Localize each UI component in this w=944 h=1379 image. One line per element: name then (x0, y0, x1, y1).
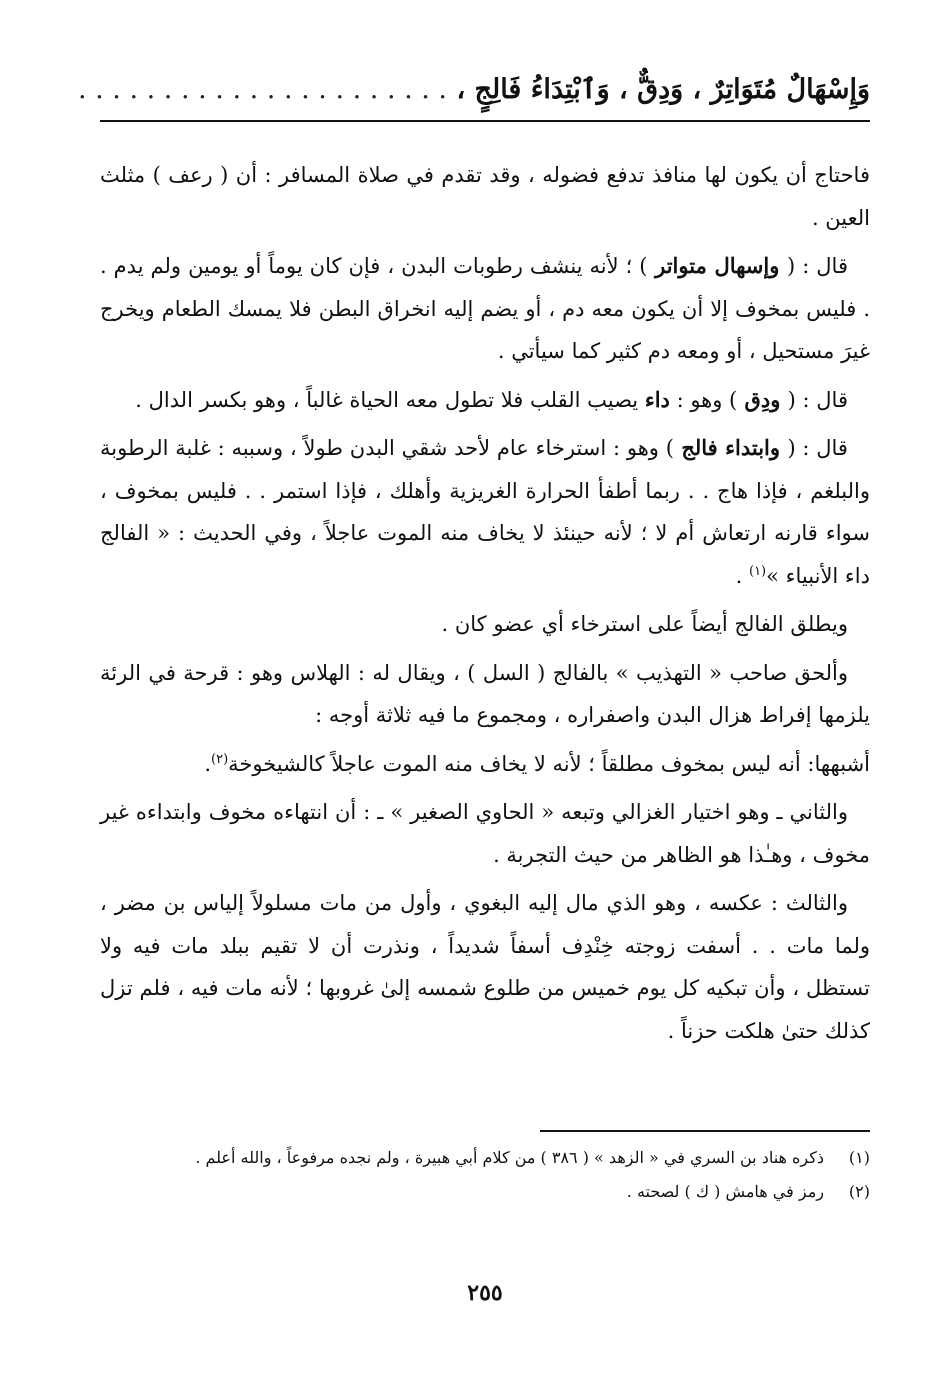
footnotes (100, 1144, 870, 1212)
footnote-text: رمز في هامش ( ك ) لصحته . (626, 1182, 824, 1201)
paragraph-1: فاحتاج أن يكون لها منافذ تدفع فضوله ، وقد تقدم في صلاة المسافر : أن ( رعف ) مثلث العين . (100, 163, 870, 230)
paragraph-6: وألحق صاحب « التهذيب » بالفالج ( السل ) ، ويقال له : الهلاس وهو : قرحة في الرئة يلزمها إفراط هزال البدن واصفراره ، ومجموع ما فيه ثلاثة أوجه : (100, 660, 870, 727)
footnote-number: (١) (848, 1148, 870, 1167)
paragraph-7: أشبهها: أنه ليس بمخوف مطلقاً ؛ لأنه لا يخاف منه الموت عاجلاً كالشيخوخة$^{(٢)}$. (204, 751, 870, 776)
paragraph-3: قال : ( ودِق ) وهو : داء يصيب القلب فلا تطول معه الحياة غالباً ، وهو بكسر الدال . (135, 386, 848, 412)
footnote-marker-1[interactable]: (١) (748, 563, 767, 579)
matn-term: وابتداء فالج (673, 435, 788, 460)
matn-term: ودِق (737, 386, 788, 412)
paragraph-8: والثاني ـ وهو اختيار الغزالي وتبعه « الحاوي الصغير » ـ : أن انتهاءه مخوف وابتداءه غير مخوف ، وهـٰذا هو الظاهر من حيث التجربة . (100, 800, 870, 867)
matn-text: وَإِسْهَالٌ مُتَوَاتِرٌ ، وَدِقٌّ ، وَٱبْتِدَاءُ فَالِجٍ ، (456, 74, 870, 105)
footnote-1 (100, 1144, 870, 1172)
page-number: ٢٥٥ (467, 1280, 503, 1306)
footnote-marker-2[interactable]: (٢) (211, 751, 229, 767)
matn-dots: . . . . . . . . . . . . . . . . . . . . . . (77, 74, 448, 105)
paragraph-2: قال : ( وإسهال متواتر ) ؛ لأنه ينشف رطوبات البدن ، فإن كان يوماً أو يومين ولم يدم . . فليس بمخوف إلا أن يكون معه دم ، أو يضم إليه انخراق البطن فلا يمسك الطعام ويخرج غيرَ مستحيل ، أو ومعه دم كثير كما سيأتي . (100, 253, 870, 363)
footnote-2 (100, 1178, 870, 1206)
footnote-rule (540, 1130, 870, 1132)
paragraph-5: ويطلق الفالج أيضاً على استرخاء أي عضو كان . (441, 612, 848, 636)
paragraph-9: والثالث : عكسه ، وهو الذي مال إليه البغوي ، وأول من مات مسلولاً إلياس بن مضر ، ولما مات . . أسفت زوجته خِنْدِف أسفاً شديداً ، ونذرت أن لا تقيم ببلد مات فيه ولا تستظل ، وأن تبكيه كل يوم خميس من طلوع شمسه إلىٰ غروبها ؛ لأنه مات فيه ، فلم تزل كذلك حتىٰ هلكت حزناً . (100, 891, 870, 1043)
book-page (77, 62, 870, 1352)
header-rule (100, 120, 870, 122)
paragraph-4: قال : ( وابتداء فالج ) وهو : استرخاء عام لأحد شقي البدن طولاً ، وسببه : غلبة الرطوبة والبلغم ، فإذا هاج . . ربما أطفأ الحرارة الغريزية وأهلك ، فإذا استمر . . فليس بمخوف ، سواء قارنه ارتعاش أم لا ؛ لأنه حينئذ لا يخاف منه الموت عاجلاً ، وفي الحديث : « الفالج داء الأنبياء »$^{(١)}$ . (100, 435, 870, 588)
matn-term: وإسهال متواتر (647, 253, 788, 278)
footnote-number: (٢) (848, 1182, 870, 1201)
footnote-text: ذكره هناد بن السري في « الزهد » ( ٣٨٦ ) من كلام أبي هبيرة ، ولم نجده مرفوعاً ، والله أعلم . (195, 1148, 824, 1167)
matn-header (77, 70, 870, 110)
commentary-body (100, 154, 870, 1058)
